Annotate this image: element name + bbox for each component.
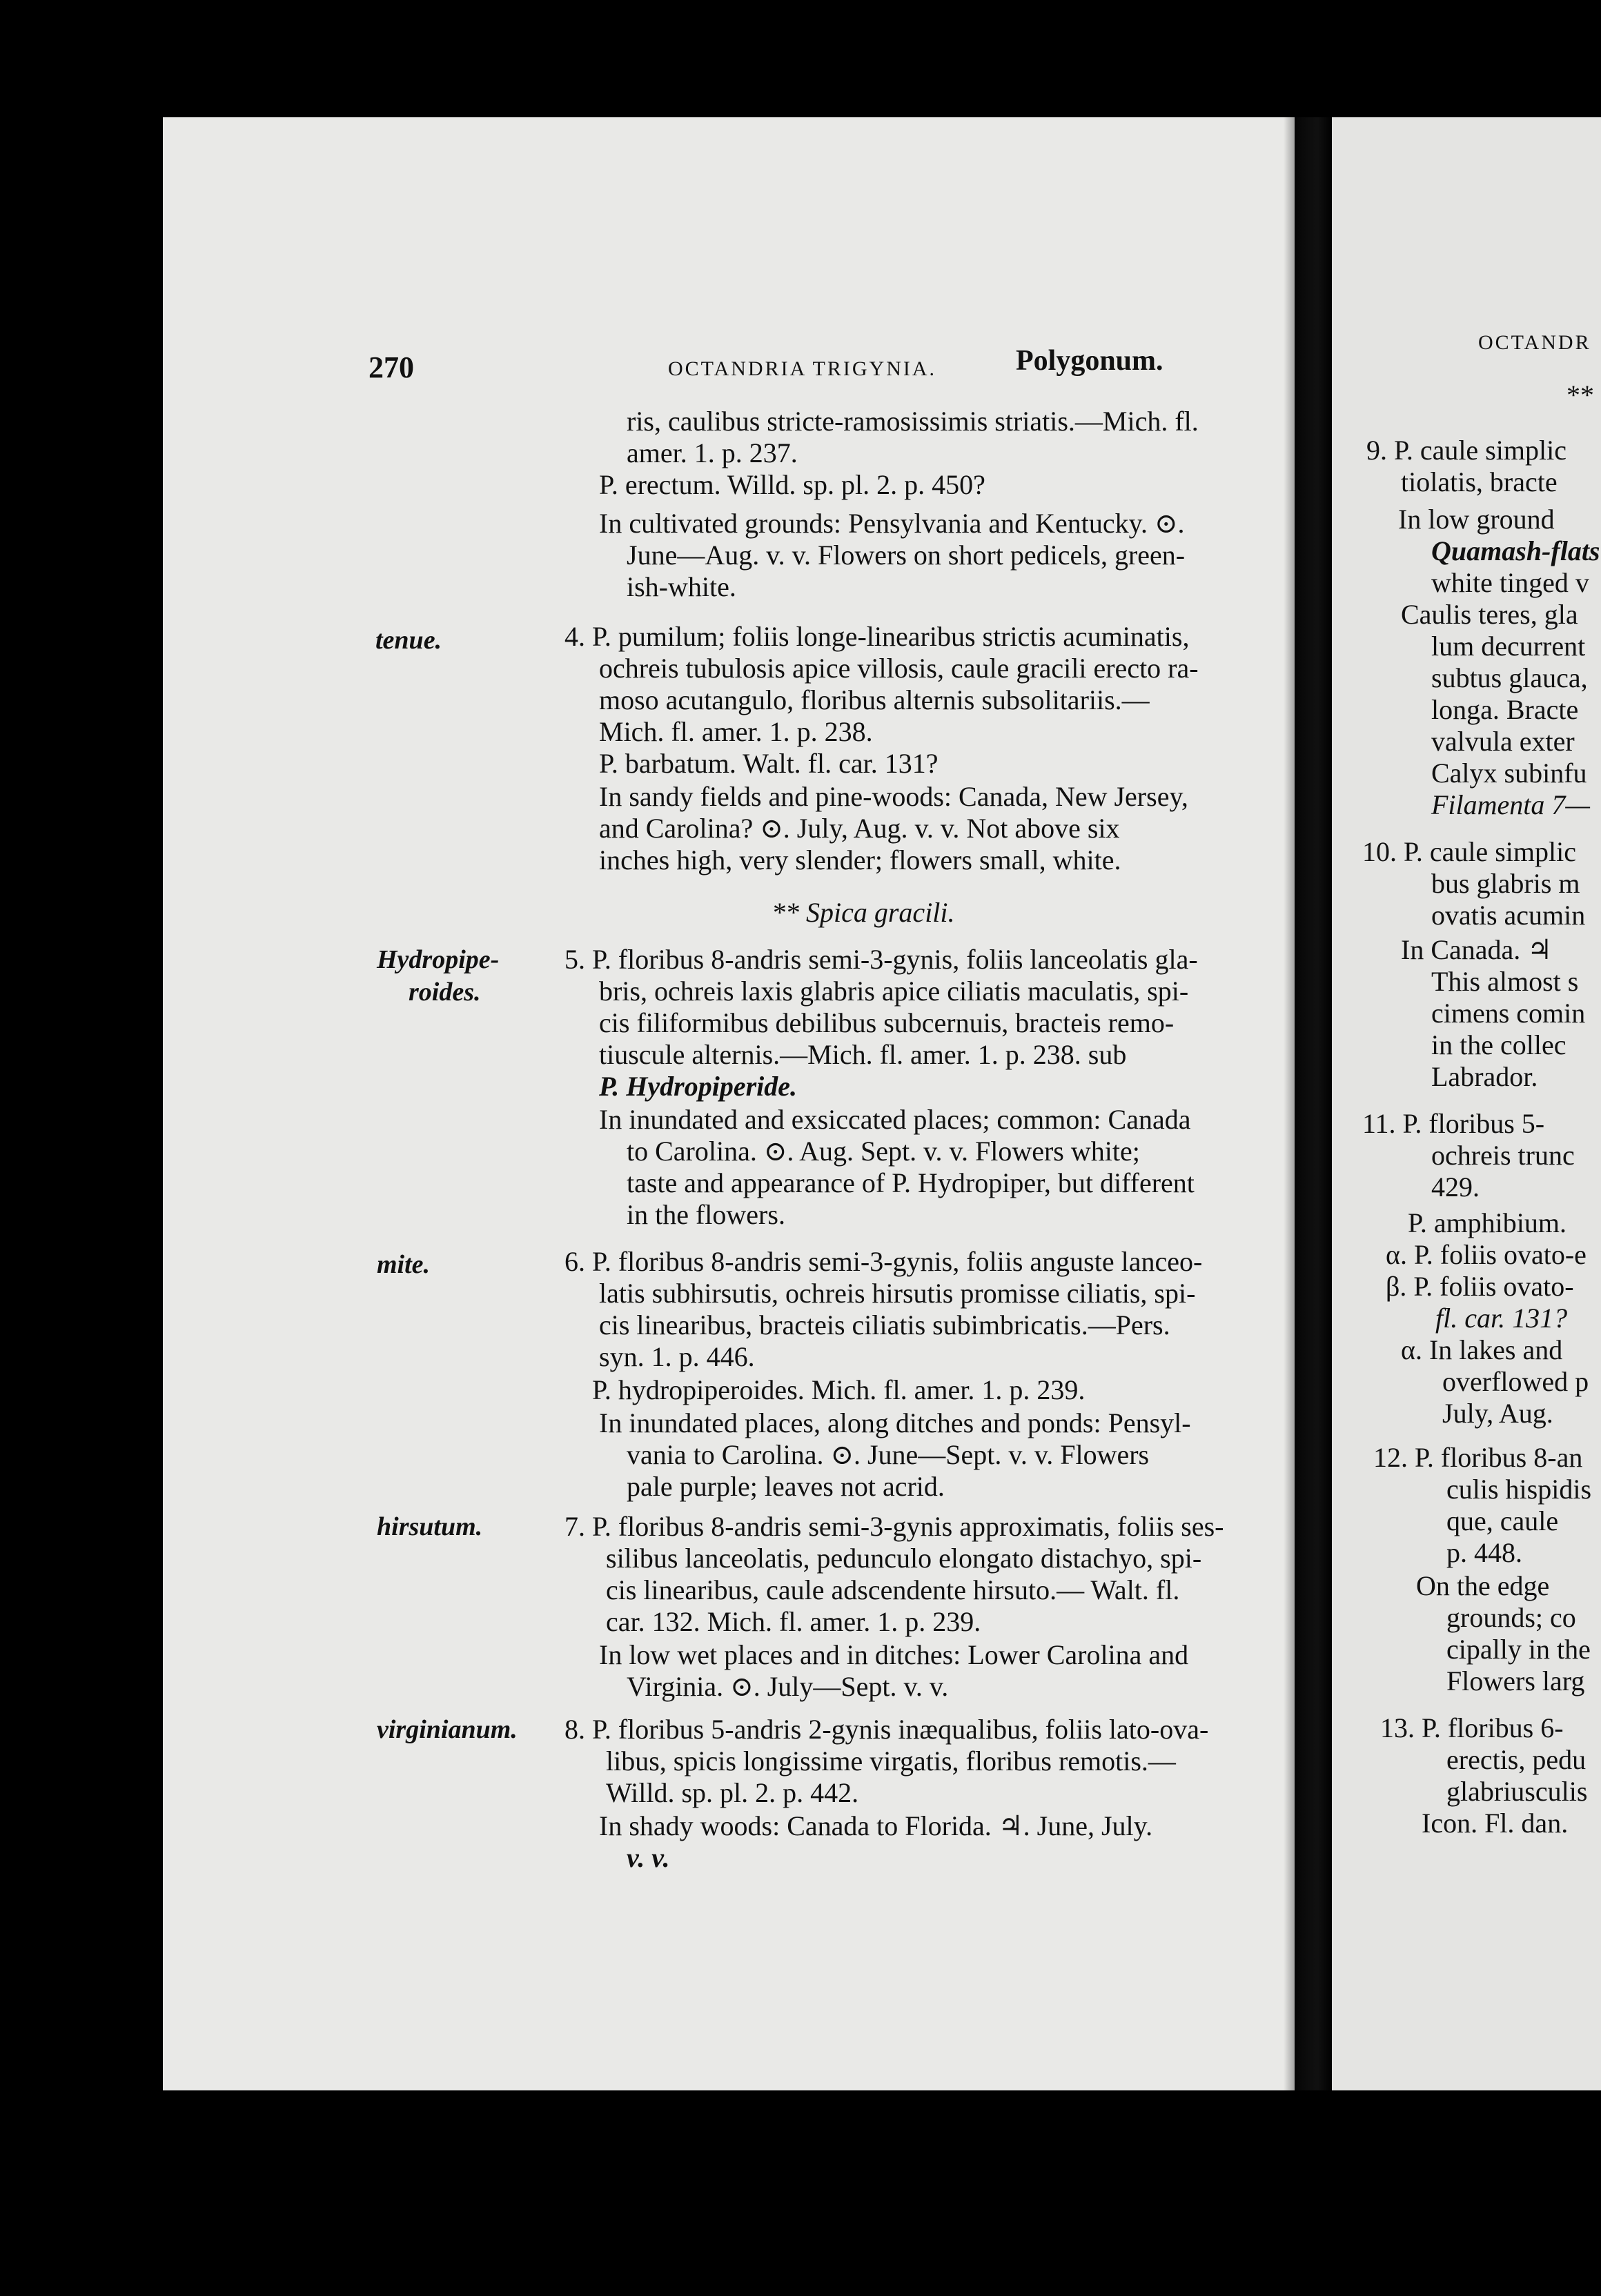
text-line: In cultivated grounds: Pensylvania and Kentucky. ⊙.	[599, 508, 1185, 539]
text-line: In Canada. ♃	[1401, 934, 1553, 965]
text-line: In sandy fields and pine-woods: Canada, New Jersey,	[599, 781, 1188, 812]
text-line: cis filiformibus debilibus subcernuis, bracteis remo-	[599, 1007, 1175, 1038]
text-line: latis subhirsutis, ochreis hirsutis promisse ciliatis, spi-	[599, 1278, 1196, 1309]
text-line: 10. P. caule simplic	[1362, 836, 1576, 867]
text-line: 8. P. floribus 5-andris 2-gynis inæqualibus, foliis lato-ova-	[564, 1714, 1209, 1745]
text-line: In inundated places, along ditches and ponds: Pensyl-	[599, 1407, 1191, 1438]
text-line: erectis, pedu	[1446, 1744, 1587, 1775]
book-gutter	[1284, 117, 1332, 2090]
text-line: v. v.	[627, 1842, 670, 1873]
text-line: ish-white.	[627, 571, 736, 602]
text-line: Flowers larg	[1446, 1665, 1585, 1696]
text-line: June—Aug. v. v. Flowers on short pedicels, green-	[627, 540, 1186, 571]
text-line: in the flowers.	[627, 1199, 785, 1230]
text-line: cipally in the	[1446, 1634, 1591, 1665]
text-line: valvula exter	[1431, 726, 1575, 757]
text-line: tiuscule alternis.—Mich. fl. amer. 1. p. 238. sub	[599, 1039, 1127, 1070]
text-line: Virginia. ⊙. July—Sept. v. v.	[627, 1671, 949, 1702]
text-line: libus, spicis longissime virgatis, floribus remotis.—	[606, 1745, 1176, 1777]
text-line: 9. P. caule simplic	[1366, 435, 1566, 466]
text-line: ovatis acumin	[1431, 900, 1586, 931]
text-line: subtus glauca,	[1431, 662, 1588, 693]
text-line: vania to Carolina. ⊙. June—Sept. v. v. Flowers	[627, 1439, 1150, 1470]
text-line: and Carolina? ⊙. July, Aug. v. v. Not above six	[599, 813, 1120, 844]
text-line: 13. P. floribus 6-	[1380, 1712, 1564, 1743]
text-line: ochreis tubulosis apice villosis, caule gracili erecto ra-	[599, 653, 1199, 684]
text-line: bris, ochreis laxis glabris apice ciliatis maculatis, spi-	[599, 976, 1189, 1007]
margin-name-mite: mite.	[377, 1250, 431, 1279]
text-line: cis linearibus, bracteis ciliatis subimbricatis.—Pers.	[599, 1309, 1170, 1340]
text-line: cis linearibus, caule adscendente hirsuto.— Walt. fl.	[606, 1574, 1180, 1605]
text-line: On the edge	[1416, 1570, 1550, 1601]
text-line: In low ground	[1398, 504, 1555, 535]
text-line: to Carolina. ⊙. Aug. Sept. v. v. Flowers white;	[627, 1136, 1140, 1167]
text-line: α. In lakes and	[1401, 1334, 1563, 1365]
text-line: Caulis teres, gla	[1401, 599, 1578, 630]
text-line: pale purple; leaves not acrid.	[627, 1471, 945, 1502]
text-line: **	[1566, 379, 1594, 410]
text-line: moso acutangulo, floribus alternis subsolitariis.—	[599, 684, 1150, 715]
text-line: lum decurrent	[1431, 631, 1586, 662]
text-line: fl. car. 131?	[1435, 1303, 1568, 1334]
text-line: Labrador.	[1431, 1061, 1538, 1092]
section-subheading: ** Spica gracili.	[772, 897, 955, 928]
text-line: Icon. Fl. dan.	[1422, 1808, 1569, 1839]
text-line: amer. 1. p. 237.	[627, 437, 798, 468]
text-line: inches high, very slender; flowers small, white.	[599, 844, 1121, 875]
text-line: car. 132. Mich. fl. amer. 1. p. 239.	[606, 1606, 981, 1637]
text-line: grounds; co	[1446, 1602, 1576, 1633]
text-line: silibus lanceolatis, pedunculo elongato distachyo, spi-	[606, 1543, 1202, 1574]
text-line: P. Hydropiperide.	[599, 1071, 798, 1102]
text-line: culis hispidis	[1446, 1474, 1592, 1505]
text-line: tiolatis, bracte	[1401, 466, 1558, 497]
margin-name-virginianum: virginianum.	[377, 1715, 518, 1744]
text-line: 6. P. floribus 8-andris semi-3-gynis, foliis anguste lanceo-	[564, 1246, 1203, 1277]
text-line: 12. P. floribus 8-an	[1373, 1442, 1583, 1473]
text-line: 7. P. floribus 8-andris semi-3-gynis approximatis, foliis ses-	[564, 1511, 1224, 1542]
margin-name-roides: roides.	[409, 978, 481, 1007]
page-number: 270	[369, 350, 414, 384]
text-line: β. P. foliis ovato-	[1386, 1271, 1574, 1302]
text-line: July, Aug.	[1442, 1398, 1553, 1429]
text-line: 11. P. floribus 5-	[1362, 1108, 1545, 1139]
text-line: ochreis trunc	[1431, 1140, 1575, 1171]
text-line: Mich. fl. amer. 1. p. 238.	[599, 716, 873, 747]
text-line: in the collec	[1431, 1029, 1566, 1060]
text-line: P. hydropiperoides. Mich. fl. amer. 1. p. 239.	[592, 1374, 1086, 1405]
text-line: This almost s	[1431, 966, 1579, 997]
text-line: Filamenta 7—	[1431, 789, 1590, 820]
text-line: longa. Bracte	[1431, 694, 1579, 725]
text-line: Willd. sp. pl. 2. p. 442.	[606, 1777, 859, 1808]
running-head: OCTANDRIA TRIGYNIA.	[668, 357, 937, 380]
right-running-head: OCTANDR	[1478, 331, 1591, 354]
text-line: 5. P. floribus 8-andris semi-3-gynis, foliis lanceolatis gla-	[564, 944, 1198, 975]
text-line: white tinged v	[1431, 567, 1589, 598]
text-line: P. amphibium.	[1408, 1207, 1567, 1238]
text-line: Quamash-flats	[1431, 535, 1600, 566]
text-line: P. barbatum. Walt. fl. car. 131?	[599, 748, 939, 779]
text-line: que, caule	[1446, 1505, 1559, 1536]
margin-name-hydropipe: Hydropipe-	[377, 945, 500, 974]
text-line: In inundated and exsiccated places; common: Canada	[599, 1104, 1191, 1135]
text-line: Calyx subinfu	[1431, 758, 1587, 789]
running-head-genus: Polygonum.	[1016, 345, 1163, 377]
text-line: In shady woods: Canada to Florida. ♃. June, July.	[599, 1810, 1153, 1841]
margin-name-hirsutum: hirsutum.	[377, 1512, 483, 1541]
text-line: 4. P. pumilum; foliis longe-linearibus strictis acuminatis,	[564, 621, 1190, 652]
text-line: ris, caulibus stricte-ramosissimis striatis.—Mich. fl.	[627, 406, 1199, 437]
text-line: cimens comin	[1431, 998, 1586, 1029]
margin-name-tenue: tenue.	[375, 626, 442, 655]
text-line: syn. 1. p. 446.	[599, 1341, 755, 1372]
text-line: α. P. foliis ovato-e	[1386, 1239, 1587, 1270]
text-line: P. erectum. Willd. sp. pl. 2. p. 450?	[599, 469, 985, 500]
text-line: In low wet places and in ditches: Lower Carolina and	[599, 1639, 1189, 1670]
text-line: p. 448.	[1446, 1537, 1522, 1568]
text-line: 429.	[1431, 1171, 1480, 1203]
text-line: taste and appearance of P. Hydropiper, but different	[627, 1167, 1195, 1198]
text-line: overflowed p	[1442, 1366, 1589, 1397]
text-line: bus glabris m	[1431, 868, 1580, 899]
text-line: glabriusculis	[1446, 1776, 1588, 1807]
